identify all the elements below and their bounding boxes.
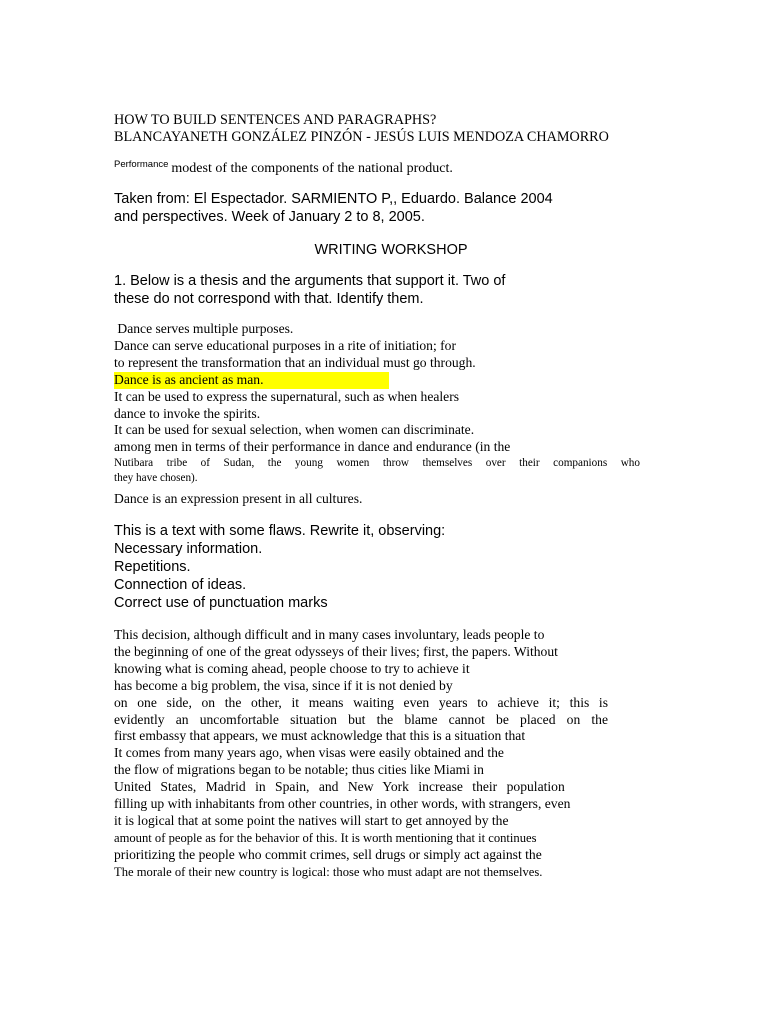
title-line-2: BLANCAYANETH GONZÁLEZ PINZÓN - JESÚS LUIS MENDOZA CHAMORRO <box>114 129 609 145</box>
performance-line <box>114 159 453 177</box>
dance-argument-line: It can be used for sexual selection, when women can discriminate. <box>114 422 475 438</box>
performance-text: modest of the components of the national product. <box>171 161 453 176</box>
flawed-paragraph <box>114 627 608 881</box>
paragraph-line: first embassy that appears, we must acknowledge that this is a situation that <box>114 728 526 744</box>
dance-arguments <box>114 321 640 508</box>
rewrite-criterion: Necessary information. <box>114 541 263 557</box>
paragraph-line: the flow of migrations began to be notable; thus cities like Miami in <box>114 762 484 778</box>
section-heading <box>0 242 768 258</box>
dance-argument-line: dance to invoke the spirits. <box>114 405 261 421</box>
paragraph-line: evidently an uncomfortable situation but the blame cannot be placed on the <box>114 711 608 727</box>
rewrite-instructions <box>114 522 445 612</box>
highlighted-argument: Dance is as ancient as man. <box>114 372 389 389</box>
paragraph-line: amount of people as for the behavior of this. It is worth mentioning that it continues <box>114 830 537 845</box>
heading-text: WRITING WORKSHOP <box>314 242 468 258</box>
dance-argument-line: It can be used to express the supernatural, such as when healers <box>114 388 460 404</box>
paragraph-line: It comes from many years ago, when visas were easily obtained and the <box>114 745 504 761</box>
source-line-1: Taken from: El Espectador. SARMIENTO P,, Eduardo. Balance 2004 <box>114 191 553 207</box>
paragraph-line: has become a big problem, the visa, since if it is not denied by <box>114 677 453 693</box>
paragraph-line: This decision, although difficult and in many cases involuntary, leads people to <box>114 627 545 642</box>
dance-argument-line: Dance can serve educational purposes in a rite of initiation; for <box>114 337 456 353</box>
paragraph-line: prioritizing the people who commit crimes, sell drugs or simply act against the <box>114 846 542 862</box>
instruction-block <box>114 273 505 308</box>
rewrite-intro: This is a text with some flaws. Rewrite it, observing: <box>114 523 446 539</box>
rewrite-criterion: Correct use of punctuation marks <box>114 595 328 611</box>
rewrite-criterion: Repetitions. <box>114 559 191 575</box>
document-title <box>114 112 609 146</box>
title-line-1: HOW TO BUILD SENTENCES AND PARAGRAPHS? <box>114 112 437 128</box>
paragraph-line: it is logical that at some point the natives will start to get annoyed by the <box>114 812 509 828</box>
dance-argument-line: they have chosen). <box>114 472 198 485</box>
dance-argument-line: to represent the transformation that an individual must go through. <box>114 354 476 370</box>
source-line-2: and perspectives. Week of January 2 to 8, 2005. <box>114 208 425 225</box>
source-citation <box>114 191 553 226</box>
paragraph-line: filling up with inhabitants from other countries, in other words, with strangers, even <box>114 796 571 812</box>
paragraph-line: the beginning of one of the great odysseys of their lives; first, the papers. Without <box>114 643 558 659</box>
dance-argument-line: Dance is an expression present in all cultures. <box>114 491 363 507</box>
paragraph-line: The morale of their new country is logical: those who must adapt are not themselves. <box>114 864 543 879</box>
paragraph-line: United States, Madrid in Spain, and New York increase their population <box>114 779 565 795</box>
dance-argument-line: among men in terms of their performance in dance and endurance (in the <box>114 439 511 455</box>
performance-label: Performance <box>114 159 169 170</box>
dance-thesis: Dance serves multiple purposes. <box>114 321 294 336</box>
instruction-line-1: 1. Below is a thesis and the arguments that support it. Two of <box>114 273 506 289</box>
rewrite-criterion: Connection of ideas. <box>114 577 247 593</box>
instruction-line-2: these do not correspond with that. Identify them. <box>114 290 424 307</box>
paragraph-line: on one side, on the other, it means waiting even years to achieve it; this is <box>114 694 608 710</box>
paragraph-line: knowing what is coming ahead, people choose to try to achieve it <box>114 660 470 676</box>
dance-argument-line: Nutibara tribe of Sudan, the young women throw themselves over their companions who <box>114 457 640 470</box>
